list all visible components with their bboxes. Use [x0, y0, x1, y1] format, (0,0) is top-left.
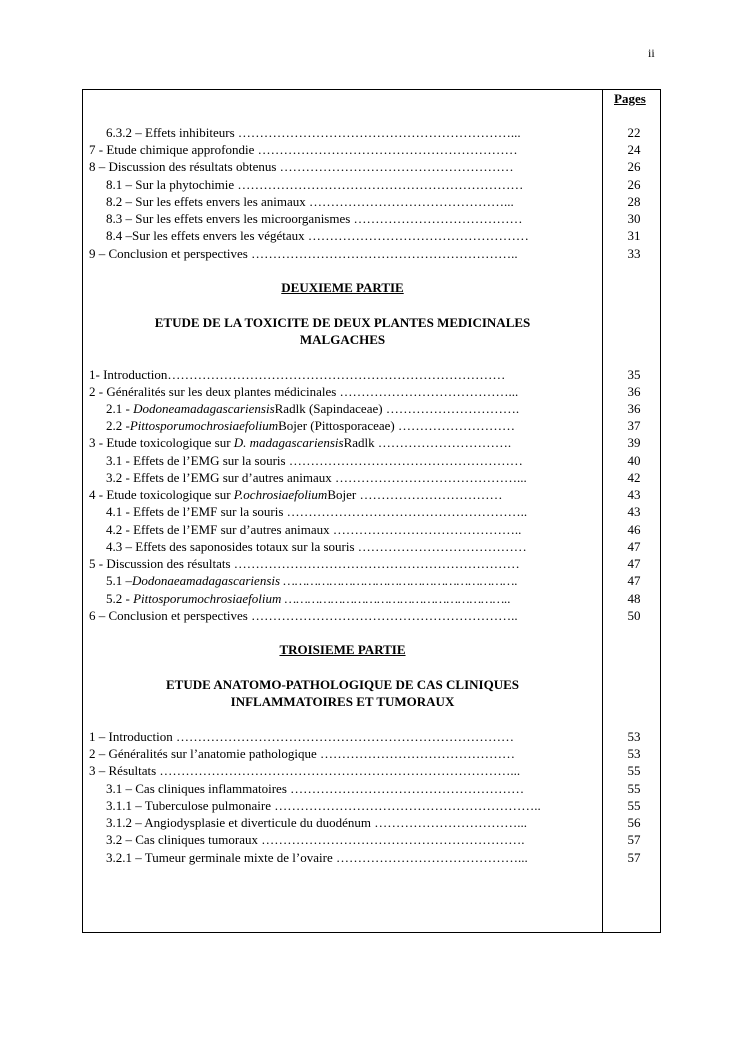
- toc-entry: [83, 814, 662, 831]
- toc-entry-title: 3.2.1 – Tumeur germinale mixte de l’ovaire ……………………………………...: [106, 850, 528, 865]
- part-two-title: DEUXIEME PARTIE: [281, 280, 404, 295]
- toc-entry-page: 26: [627, 177, 641, 192]
- toc-entry-title: 5 - Discussion des résultats …………………………………………………………: [89, 556, 520, 571]
- toc-entry: [83, 245, 662, 262]
- part-two-heading-line1: ETUDE DE LA TOXICITE DE DEUX PLANTES MEDICINALES: [154, 315, 531, 330]
- toc-entry-title: 1- Introduction……………………………………………………………………: [89, 367, 506, 382]
- toc-entry-title: 8.4 –Sur les effets envers les végétaux ……………………………………………: [106, 228, 529, 243]
- toc-entry-page: 26: [627, 159, 641, 174]
- pages-column-header: Pages: [614, 91, 646, 106]
- toc-entry: [83, 762, 662, 779]
- toc-entry: [83, 417, 662, 434]
- toc-entry: [83, 366, 662, 383]
- entry-prefix: 3 - Etude toxicologique sur: [89, 435, 234, 450]
- toc-entry-page: 53: [627, 729, 641, 744]
- toc-entry-page: 33: [627, 246, 641, 261]
- toc-entry-title: 3 – Résultats ………………………………………………………………………...: [89, 763, 521, 778]
- toc-entry: [83, 434, 662, 451]
- toc-entry-page: 48: [627, 591, 641, 606]
- toc-entry: [83, 728, 662, 745]
- toc-entry: [83, 227, 662, 244]
- toc-entry-title: 1 – Introduction ……………………………………………………………………: [89, 729, 515, 744]
- toc-entry-title: 2 - Généralités sur les deux plantes médicinales …………………………………...: [89, 384, 519, 399]
- toc-entry: [83, 590, 662, 607]
- entry-prefix: 5.2 -: [106, 591, 134, 606]
- species-name: Pittosporumochrosiaefolium: [129, 418, 279, 433]
- toc-entry: [83, 193, 662, 210]
- toc-entry: [83, 400, 662, 417]
- toc-entry-title: 3.1 - Effets de l’EMG sur la souris ………………………………………………: [106, 453, 523, 468]
- toc-entry: [83, 503, 662, 520]
- toc-entry: [83, 521, 662, 538]
- toc-entry-title: 4.1 - Effets de l’EMF sur la souris ………………………………………………..: [106, 504, 528, 519]
- toc-entry-title: 3.2 - Effets de l’EMG sur d’autres animaux ……………………………………...: [106, 470, 527, 485]
- toc-entry-page: 35: [627, 367, 641, 382]
- toc-entry-title: [106, 400, 599, 417]
- toc-entry-page: 55: [627, 798, 641, 813]
- toc-entry-title: 3.2 – Cas cliniques tumoraux …………………………………………………….: [106, 832, 525, 847]
- toc-entry-page: 56: [627, 815, 641, 830]
- toc-entry: [83, 210, 662, 227]
- toc-entry: [83, 452, 662, 469]
- toc-entry-page: 37: [627, 418, 641, 433]
- toc-entry-title: 8.3 – Sur les effets envers les microorganismes …………………………………: [106, 211, 523, 226]
- page-number: ii: [648, 46, 655, 60]
- toc-entry: [83, 469, 662, 486]
- toc-entry-page: 36: [627, 384, 641, 399]
- toc-entry-title: 8.2 – Sur les effets envers les animaux ………………………………………...: [106, 194, 514, 209]
- toc-entry: [83, 141, 662, 158]
- toc-entry-title: 3.1 – Cas cliniques inflammatoires ………………………………………………: [106, 781, 525, 796]
- toc-entry: [83, 555, 662, 572]
- toc-entry: [83, 124, 662, 141]
- species-name: Pittosporumochrosiaefolium …………………………………………………..: [133, 591, 511, 606]
- toc-entry-page: 47: [627, 573, 641, 588]
- toc-entry: [83, 572, 662, 589]
- toc-entry-page: 55: [627, 781, 641, 796]
- toc-entry-page: 57: [627, 850, 641, 865]
- toc-entry-title: 7 - Etude chimique approfondie ……………………………………………………: [89, 142, 518, 157]
- toc-entry-page: 22: [627, 125, 641, 140]
- toc-entry-title: 3.1.2 – Angiodysplasie et diverticule du duodénum ……………………………...: [106, 815, 528, 830]
- toc-entry-page: 24: [627, 142, 641, 157]
- toc-entry-title: 6 – Conclusion et perspectives ……………………………………………………..: [89, 608, 518, 623]
- entry-rest: Bojer (Pittosporaceae) ………………………: [278, 418, 515, 433]
- toc-entry: [83, 158, 662, 175]
- toc-entry-page: 43: [627, 504, 641, 519]
- part-three-heading-line1: ETUDE ANATOMO-PATHOLOGIQUE DE CAS CLINIQUES: [166, 677, 519, 692]
- entry-prefix: 2.2 -: [106, 418, 130, 433]
- toc-entry-page: 55: [627, 763, 641, 778]
- toc-entry-title: 8.1 – Sur la phytochimie …………………………………………………………: [106, 177, 524, 192]
- entry-rest: Radlk ………………………….: [343, 435, 512, 450]
- toc-entry-page: 30: [627, 211, 641, 226]
- entry-rest: Bojer ……………………………: [327, 487, 503, 502]
- toc-entry-title: 6.3.2 – Effets inhibiteurs ………………………………………………………...: [106, 125, 521, 140]
- entry-prefix: 4 - Etude toxicologique sur: [89, 487, 234, 502]
- toc-entry-title: 4.3 – Effets des saponosides totaux sur la souris …………………………………: [106, 539, 527, 554]
- toc-entry-page: 46: [627, 522, 641, 537]
- toc-entry-page: 47: [627, 539, 641, 554]
- toc-entry-page: 39: [627, 435, 641, 450]
- part-three-heading-line2: INFLAMMATOIRES ET TUMORAUX: [230, 694, 455, 709]
- part-two-heading-line2: MALGACHES: [299, 332, 386, 347]
- toc-entry: [83, 831, 662, 848]
- toc-entry-page: 28: [627, 194, 641, 209]
- toc-entry-title: 9 – Conclusion et perspectives ……………………………………………………..: [89, 246, 518, 261]
- toc-entry-page: 50: [627, 608, 641, 623]
- entry-prefix: 2.1 -: [106, 401, 134, 416]
- toc-entry: [83, 780, 662, 797]
- toc-entry: [83, 797, 662, 814]
- toc-entry: [83, 538, 662, 555]
- toc-entry: [83, 849, 662, 866]
- toc-entry-title: [106, 590, 599, 607]
- species-name: P.ochrosiaefolium: [233, 487, 328, 502]
- part-three-title: TROISIEME PARTIE: [279, 642, 406, 657]
- toc-entry-page: 42: [627, 470, 641, 485]
- toc-entry-title: [106, 417, 599, 434]
- toc-entry-page: 57: [627, 832, 641, 847]
- toc-entry-title: 3.1.1 – Tuberculose pulmonaire ……………………………………………………..: [106, 798, 541, 813]
- entry-prefix: 5.1 –: [106, 573, 132, 588]
- toc-entry-page: 36: [627, 401, 641, 416]
- toc-entry: [83, 383, 662, 400]
- species-name: Dodonaeamadagascariensis …………………………………………………….: [132, 573, 518, 588]
- toc-entry-title: 4.2 - Effets de l’EMF sur d’autres animaux ……………………………………..: [106, 522, 522, 537]
- toc-entry-page: 31: [627, 228, 641, 243]
- table-of-contents: [82, 89, 661, 933]
- toc-entry-title: [89, 434, 599, 451]
- toc-entry-page: 40: [627, 453, 641, 468]
- toc-entry-title: 2 – Généralités sur l’anatomie pathologique ………………………………………: [89, 746, 516, 761]
- toc-entry-page: 43: [627, 487, 641, 502]
- toc-entry: [83, 745, 662, 762]
- species-name: Dodoneamadagascariensis: [133, 401, 275, 416]
- toc-entry: [83, 176, 662, 193]
- toc-entry: [83, 607, 662, 624]
- toc-entry: [83, 486, 662, 503]
- toc-entry-title: [89, 486, 599, 503]
- toc-entry-page: 53: [627, 746, 641, 761]
- toc-entry-title: [106, 572, 599, 589]
- toc-entry-page: 47: [627, 556, 641, 571]
- species-name: D. madagascariensis: [233, 435, 344, 450]
- entry-rest: Radlk (Sapindaceae) ………………………….: [274, 401, 520, 416]
- toc-entry-title: 8 – Discussion des résultats obtenus ………………………………………………: [89, 159, 514, 174]
